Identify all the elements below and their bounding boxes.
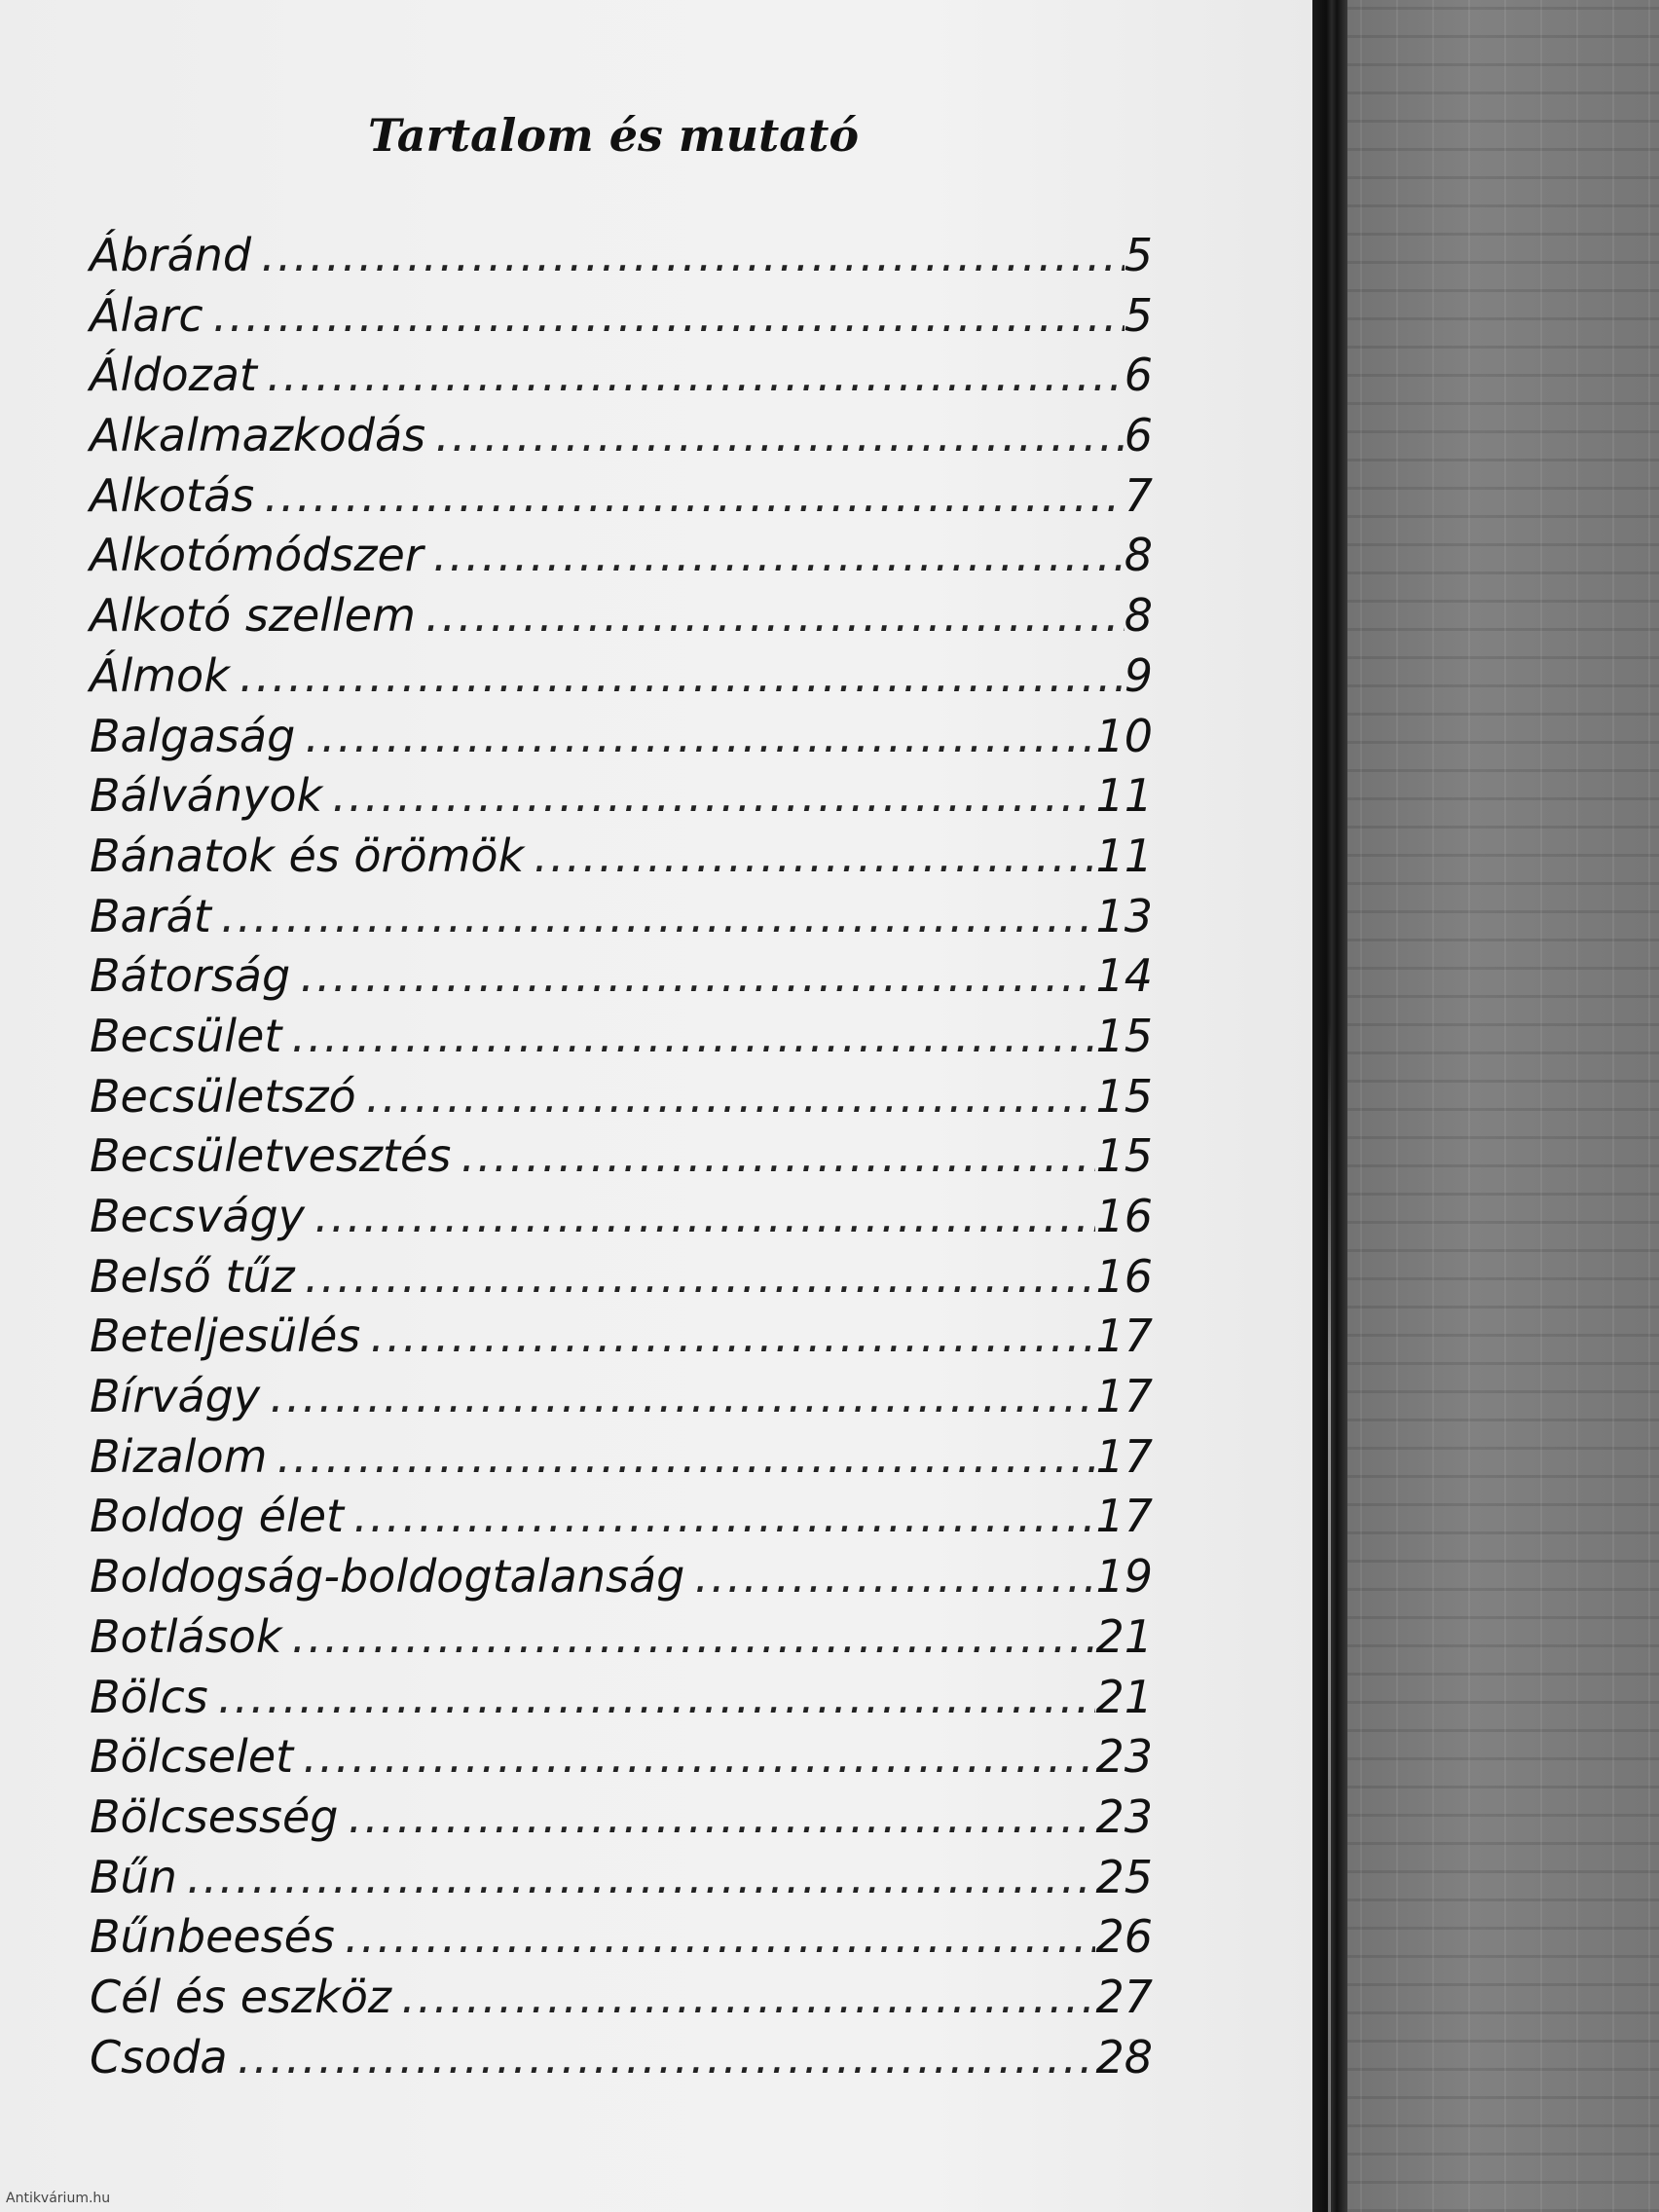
toc-page-number: 15: [1095, 1009, 1153, 1062]
toc-entry: [90, 646, 1153, 707]
toc-page-number: 16: [1095, 1190, 1153, 1242]
toc-page-number: 8: [1124, 529, 1153, 582]
toc-page-number: 17: [1095, 1309, 1153, 1363]
toc-term: Bűnbeesés: [90, 1910, 335, 1964]
toc-page-number: 6: [1124, 349, 1153, 402]
dot-leader: [370, 1307, 1095, 1367]
dot-leader: [238, 2028, 1096, 2088]
toc-entry: [90, 1007, 1153, 1067]
toc-entry: [90, 946, 1153, 1007]
toc-term: Belső tűz: [90, 1249, 295, 1303]
toc-entry: [90, 1968, 1153, 2028]
toc-term: Csoda: [90, 2030, 228, 2083]
watermark: Antikvárium.hu: [6, 2191, 111, 2206]
toc-page-number: 19: [1095, 1550, 1153, 1604]
toc-page-number: 17: [1095, 1429, 1153, 1483]
toc-page-number: 6: [1124, 409, 1153, 462]
toc-term: Bírvágy: [90, 1370, 261, 1423]
toc-page-number: 14: [1095, 949, 1153, 1003]
toc-page-number: 25: [1095, 1850, 1153, 1903]
toc-entry: [90, 406, 1153, 466]
table-of-contents: [90, 226, 1153, 2087]
toc-entry: [90, 226, 1153, 286]
toc-page-number: 9: [1124, 648, 1153, 702]
dot-leader: [314, 1187, 1096, 1247]
toc-term: Alkotómódszer: [90, 529, 424, 582]
toc-page-number: 8: [1124, 589, 1153, 643]
toc-term: Alkotó szellem: [90, 589, 416, 643]
toc-term: Ábránd: [90, 229, 252, 281]
toc-entry: [90, 1126, 1153, 1187]
dot-leader: [270, 1367, 1095, 1427]
toc-entry: [90, 1067, 1153, 1127]
toc-page-number: 15: [1095, 1129, 1153, 1183]
toc-term: Bálványok: [90, 769, 323, 823]
toc-entry: [90, 707, 1153, 767]
toc-term: Alkotás: [90, 468, 255, 522]
toc-page-number: 13: [1095, 889, 1153, 942]
toc-page-number: 7: [1124, 468, 1153, 522]
dot-leader: [221, 887, 1096, 947]
toc-term: Balgaság: [90, 709, 296, 762]
dot-leader: [534, 827, 1095, 887]
toc-term: Álarc: [90, 288, 203, 342]
toc-entry: [90, 1427, 1153, 1488]
dot-leader: [213, 286, 1124, 347]
dot-leader: [303, 1727, 1095, 1788]
dot-leader: [348, 1788, 1095, 1848]
toc-term: Becsületszó: [90, 1069, 356, 1123]
toc-entry: [90, 1247, 1153, 1308]
dot-leader: [366, 1067, 1096, 1127]
toc-page-number: 5: [1124, 288, 1153, 342]
toc-entry: [90, 827, 1153, 887]
dot-leader: [240, 646, 1124, 707]
toc-page-number: 17: [1095, 1370, 1153, 1423]
toc-page-number: 23: [1095, 1789, 1153, 1843]
toc-term: Bátorság: [90, 949, 291, 1003]
toc-entry: [90, 1727, 1153, 1788]
dot-leader: [353, 1487, 1095, 1547]
toc-entry: [90, 1487, 1153, 1547]
toc-term: Cél és eszköz: [90, 1970, 392, 2023]
toc-term: Bölcs: [90, 1670, 208, 1723]
toc-page-number: 17: [1095, 1490, 1153, 1543]
toc-term: Becsület: [90, 1009, 282, 1062]
toc-term: Álmok: [90, 648, 230, 702]
toc-page-number: 11: [1095, 769, 1153, 823]
toc-term: Bölcsesség: [90, 1789, 339, 1843]
toc-term: Áldozat: [90, 349, 257, 402]
dot-leader: [187, 1848, 1096, 1908]
toc-term: Becsvágy: [90, 1190, 305, 1242]
dot-leader: [267, 346, 1124, 406]
toc-term: Botlások: [90, 1609, 282, 1663]
toc-page-number: 5: [1124, 229, 1153, 281]
toc-entry: [90, 1547, 1153, 1607]
toc-entry: [90, 1668, 1153, 1728]
toc-term: Beteljesülés: [90, 1309, 361, 1363]
toc-term: Bizalom: [90, 1429, 268, 1483]
toc-term: Bölcselet: [90, 1730, 294, 1784]
toc-term: Boldogság-boldogtalanság: [90, 1550, 685, 1604]
dot-leader: [332, 766, 1095, 827]
toc-page-number: 21: [1095, 1609, 1153, 1663]
toc-page-number: 21: [1095, 1670, 1153, 1723]
dot-leader: [218, 1668, 1096, 1728]
toc-term: Becsületvesztés: [90, 1129, 452, 1183]
dot-leader: [345, 1907, 1096, 1968]
toc-entry: [90, 466, 1153, 527]
dot-leader: [291, 1607, 1095, 1668]
toc-term: Barát: [90, 889, 211, 942]
dot-leader: [305, 1247, 1096, 1308]
toc-term: Boldog élet: [90, 1490, 345, 1543]
toc-entry: [90, 1307, 1153, 1367]
spine-highlight: [1328, 1022, 1331, 2212]
toc-entry: [90, 286, 1153, 347]
dot-leader: [694, 1547, 1095, 1607]
toc-entry: [90, 1788, 1153, 1848]
page-title: Tartalom és mutató: [367, 109, 860, 162]
dot-leader: [261, 226, 1124, 286]
dot-leader: [291, 1007, 1095, 1067]
dot-leader: [264, 466, 1124, 527]
background-surface: [1324, 0, 1659, 2212]
toc-page-number: 28: [1095, 2030, 1153, 2083]
dot-leader: [305, 707, 1095, 767]
dot-leader: [300, 946, 1095, 1007]
toc-term: Bűn: [90, 1850, 177, 1903]
dot-leader: [461, 1126, 1095, 1187]
toc-entry: [90, 526, 1153, 586]
dot-leader: [401, 1968, 1095, 2028]
toc-entry: [90, 2028, 1153, 2088]
dot-leader: [276, 1427, 1095, 1488]
toc-entry: [90, 766, 1153, 827]
toc-entry: [90, 1907, 1153, 1968]
toc-page-number: 16: [1095, 1249, 1153, 1303]
toc-entry: [90, 1367, 1153, 1427]
toc-term: Alkalmazkodás: [90, 409, 426, 462]
toc-page-number: 10: [1095, 709, 1153, 762]
toc-entry: [90, 1848, 1153, 1908]
dot-leader: [435, 406, 1124, 466]
toc-page-number: 11: [1095, 829, 1153, 882]
toc-term: Bánatok és örömök: [90, 829, 525, 882]
dot-leader: [425, 586, 1124, 646]
toc-page-number: 26: [1095, 1910, 1153, 1964]
toc-entry: [90, 1607, 1153, 1668]
toc-entry: [90, 887, 1153, 947]
toc-page-number: 15: [1095, 1069, 1153, 1123]
toc-page-number: 27: [1095, 1970, 1153, 2023]
toc-entry: [90, 586, 1153, 646]
toc-page-number: 23: [1095, 1730, 1153, 1784]
toc-entry: [90, 346, 1153, 406]
dot-leader: [433, 526, 1124, 586]
toc-entry: [90, 1187, 1153, 1247]
